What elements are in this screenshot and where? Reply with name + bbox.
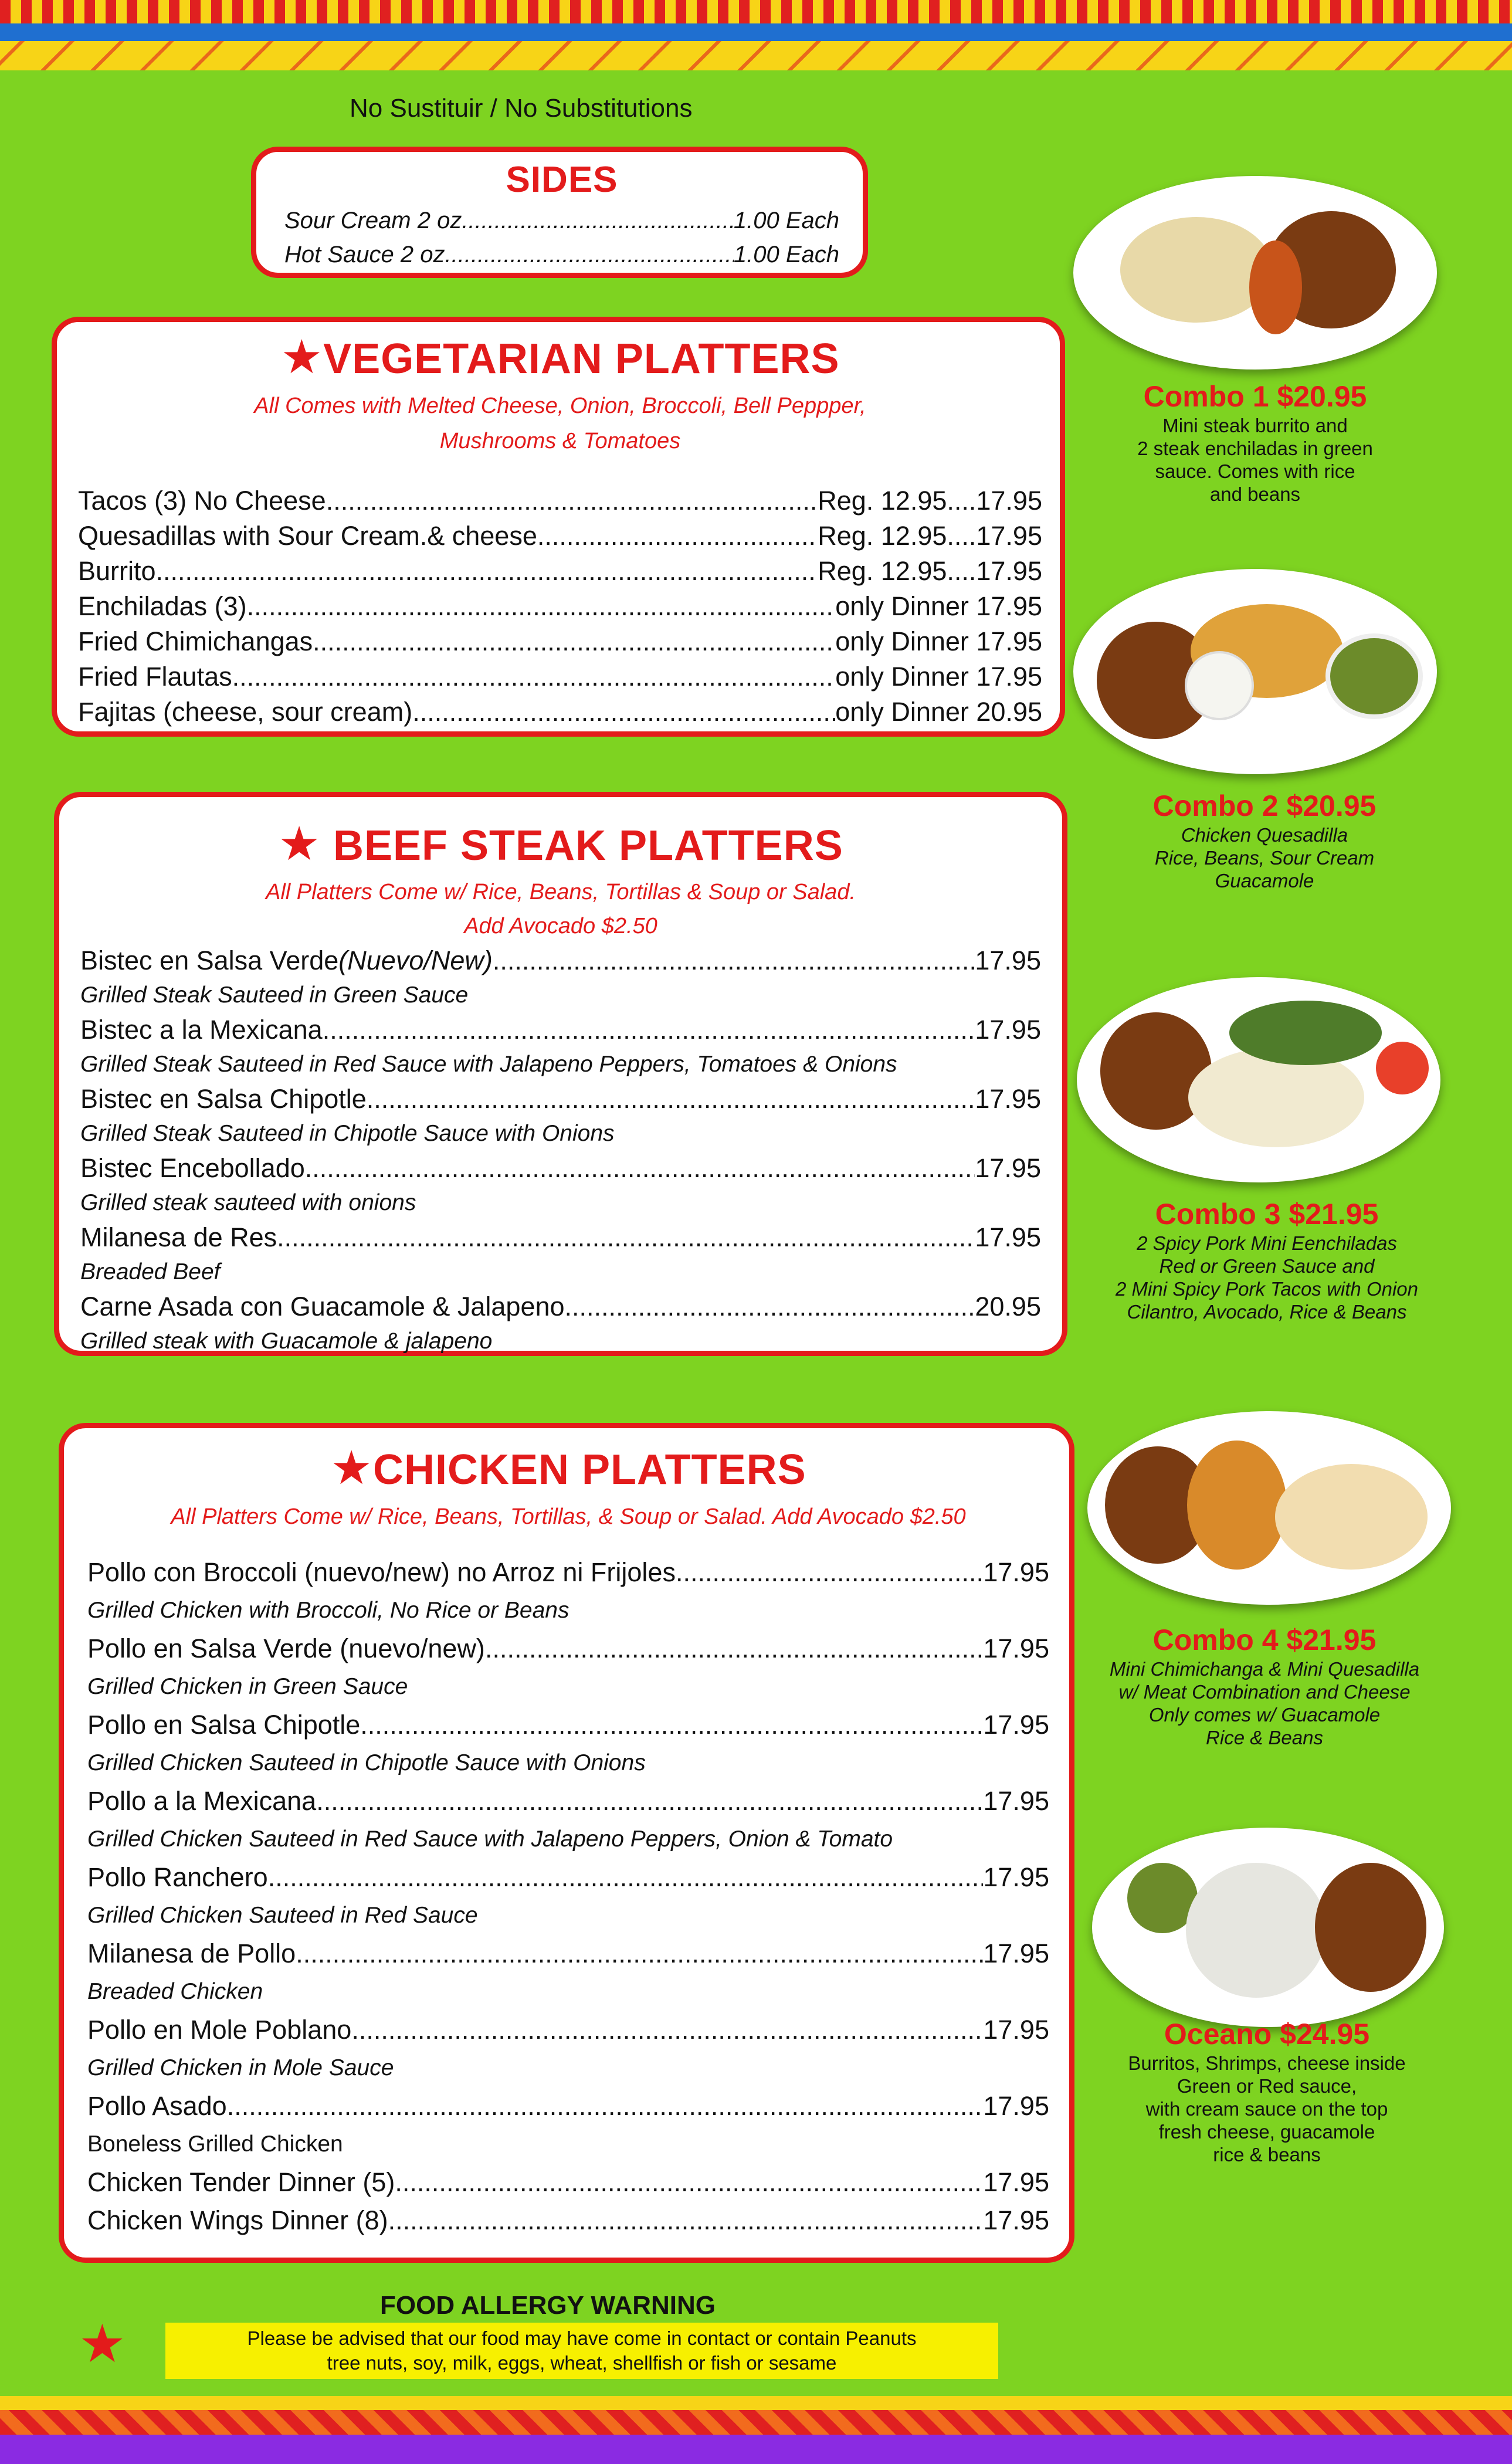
menu-item: Pollo en Mole Poblano ..... 17.95 [87,2011,1049,2049]
menu-item: Fried Chimichangas ..... only Dinner 17.95 [78,624,1042,659]
menu-item: Enchiladas (3) ..... only Dinner 17.95 [78,589,1042,624]
menu-item: Tacos (3) No Cheese ..... Reg. 12.95....17.95 [78,483,1042,518]
menu-item-description: Grilled Chicken Sauteed in Chipotle Sauce with Onions [87,1750,646,1775]
beef-subtitle: Add Avocado $2.50 [464,914,657,938]
menu-item-price: Reg. 12.95....17.95 [818,556,1042,586]
sides-item: Hot Sauce 2 oz ..... 1.00 Each [284,238,839,272]
menu-item-description: Grilled Chicken Sauteed in Red Sauce with Jalapeno Peppers, Onion & Tomato [87,1826,893,1852]
no-substitutions-note: No Sustituir / No Substitutions [350,94,693,123]
menu-item: Bistec en Salsa Verde (Nuevo/New) ..... 17.95 [80,943,1041,978]
bottom-decorative-border [0,2396,1512,2464]
menu-item-price: 17.95 [983,2167,1049,2197]
beef-steak-platters-panel [54,792,1067,1356]
star-icon: ★ [79,2315,126,2374]
menu-item-price: 17.95 [983,1862,1049,1892]
menu-item: Burrito ..... Reg. 12.95....17.95 [78,554,1042,589]
menu-item-description: Grilled Steak Sauteed in Chipotle Sauce with Onions [80,1121,615,1146]
combo-3-info: Combo 3 $21.95 2 Spicy Pork Mini Eenchiladas Red or Green Sauce and 2 Mini Spicy Pork Tacos with Onion Cilantro, Avocado, Rice & Beans [1079,1197,1455,1323]
menu-item: Pollo con Broccoli (nuevo/new) no Arroz ni Frijoles ..... 17.95 [87,1553,1049,1591]
menu-item: Chicken Tender Dinner (5) ..... 17.95 [87,2163,1049,2201]
menu-item-description: Grilled Chicken in Mole Sauce [87,2055,394,2080]
beef-title: ★ BEEF STEAK PLATTERS [278,818,843,870]
combo-title: Combo 2 $20.95 [1152,789,1377,822]
top-decorative-border [0,0,1512,70]
menu-item-price: 17.95 [983,1557,1049,1587]
menu-item: Milanesa de Res ..... 17.95 [80,1220,1041,1255]
menu-item-price: 17.95 [975,1015,1041,1045]
menu-item-description: Grilled steak with Guacamole & jalapeno [80,1328,493,1354]
menu-item-price: 17.95 [975,1084,1041,1114]
vegetarian-subtitle: All Comes with Melted Cheese, Onion, Broccoli, Bell Peppper, [254,394,866,418]
menu-item: Pollo a la Mexicana ..... 17.95 [87,1782,1049,1820]
chicken-title: ★CHICKEN PLATTERS [330,1442,806,1494]
menu-item-price: only Dinner 20.95 [835,697,1042,727]
menu-item-price: only Dinner 17.95 [835,626,1042,656]
menu-item-description: Grilled Chicken Sauteed in Red Sauce [87,1903,478,1928]
menu-item-description: Grilled Chicken in Green Sauce [87,1674,408,1699]
menu-item-price: 17.95 [975,945,1041,975]
menu-item-price: only Dinner 17.95 [835,662,1042,692]
menu-item-price: only Dinner 17.95 [835,591,1042,621]
combo-2-info: Combo 2 $20.95 Chicken Quesadilla Rice, Beans, Sour Cream Guacamole [1077,788,1452,892]
menu-item-description: Boneless Grilled Chicken [87,2131,343,2157]
menu-item-price: Reg. 12.95....17.95 [818,521,1042,551]
menu-item: Chicken Wings Dinner (8) ..... 17.95 [87,2201,1049,2239]
menu-item: Fajitas (cheese, sour cream) ..... only Dinner 20.95 [78,694,1042,730]
menu-item-price: 20.95 [975,1292,1041,1321]
menu-item: Carne Asada con Guacamole & Jalapeno ..... 20.95 [80,1289,1041,1324]
menu-item-price: 17.95 [983,1710,1049,1740]
star-icon: ★ [278,818,321,870]
sides-item: Sour Cream 2 oz ..... 1.00 Each [284,204,839,238]
combo-4-info: Combo 4 $21.95 Mini Chimichanga & Mini Quesadilla w/ Meat Combination and Cheese Only comes w/ Guacamole Rice & Beans [1077,1622,1452,1749]
menu-item-price: 17.95 [983,2015,1049,2045]
combo-3-photo [1077,977,1440,1182]
sides-title: SIDES [506,160,618,200]
menu-item-price: 17.95 [983,2091,1049,2121]
combo-title: Combo 3 $21.95 [1155,1198,1379,1231]
oceano-info: Oceano $24.95 Burritos, Shrimps, cheese inside Green or Red sauce, with cream sauce on the top fresh cheese, guacamole rice & beans [1079,2016,1455,2166]
star-icon: ★ [330,1442,374,1494]
menu-item-price: Reg. 12.95....17.95 [818,486,1042,516]
star-icon: ★ [280,331,324,383]
menu-item-description: Breaded Chicken [87,1979,263,2004]
chicken-subtitle: All Platters Come w/ Rice, Beans, Tortillas, & Soup or Salad. Add Avocado $2.50 [171,1504,966,1529]
menu-item-price: 17.95 [975,1153,1041,1183]
combo-1-info: Combo 1 $20.95 Mini steak burrito and 2 steak enchiladas in green sauce. Comes with rice and beans [1067,379,1443,506]
menu-item: Pollo Asado ..... 17.95 [87,2087,1049,2125]
oceano-photo [1092,1828,1444,2027]
menu-item-description: Grilled Chicken with Broccoli, No Rice or Beans [87,1598,569,1623]
allergy-warning-box: Please be advised that our food may have come in contact or contain Peanuts tree nuts, soy, milk, eggs, wheat, shellfish or fish or sesame [165,2323,998,2379]
menu-item: Fried Flautas ..... only Dinner 17.95 [78,659,1042,694]
menu-item-description: Grilled Steak Sauteed in Green Sauce [80,982,469,1008]
combo-1-photo [1073,176,1437,370]
menu-item-description: Breaded Beef [80,1259,221,1284]
chicken-platters-panel [59,1423,1074,2263]
menu-item: Bistec Encebollado ..... 17.95 [80,1151,1041,1186]
combo-2-photo [1073,569,1437,774]
combo-4-photo [1087,1411,1451,1605]
combo-title: Oceano $24.95 [1164,2018,1370,2050]
menu-item-price: 17.95 [975,1222,1041,1252]
menu-item-description: Grilled steak sauteed with onions [80,1190,416,1215]
vegetarian-subtitle: Mushrooms & Tomatoes [439,429,681,453]
menu-item: Bistec a la Mexicana ..... 17.95 [80,1012,1041,1048]
menu-item: Quesadillas with Sour Cream.& cheese ..... Reg. 12.95....17.95 [78,518,1042,554]
beef-subtitle: All Platters Come w/ Rice, Beans, Tortillas & Soup or Salad. [265,880,856,904]
vegetarian-title: ★VEGETARIAN PLATTERS [280,331,840,383]
menu-item: Pollo en Salsa Chipotle ..... 17.95 [87,1706,1049,1744]
menu-item-description: Grilled Steak Sauteed in Red Sauce with Jalapeno Peppers, Tomatoes & Onions [80,1052,897,1077]
menu-item: Bistec en Salsa Chipotle ..... 17.95 [80,1082,1041,1117]
menu-item-price: 17.95 [983,1633,1049,1663]
menu-item-price: 17.95 [983,2205,1049,2235]
menu-item-price: 17.95 [983,1786,1049,1816]
menu-item-price: 17.95 [983,1938,1049,1968]
allergy-warning-title: FOOD ALLERGY WARNING [380,2291,716,2320]
menu-item: Pollo en Salsa Verde (nuevo/new) ..... 17.95 [87,1629,1049,1667]
vegetarian-platters-panel [52,317,1065,737]
menu-item: Milanesa de Pollo ..... 17.95 [87,1934,1049,1972]
combo-title: Combo 1 $20.95 [1143,380,1367,413]
menu-item: Pollo Ranchero ..... 17.95 [87,1858,1049,1896]
sides-panel [251,147,868,278]
combo-title: Combo 4 $21.95 [1152,1624,1377,1656]
